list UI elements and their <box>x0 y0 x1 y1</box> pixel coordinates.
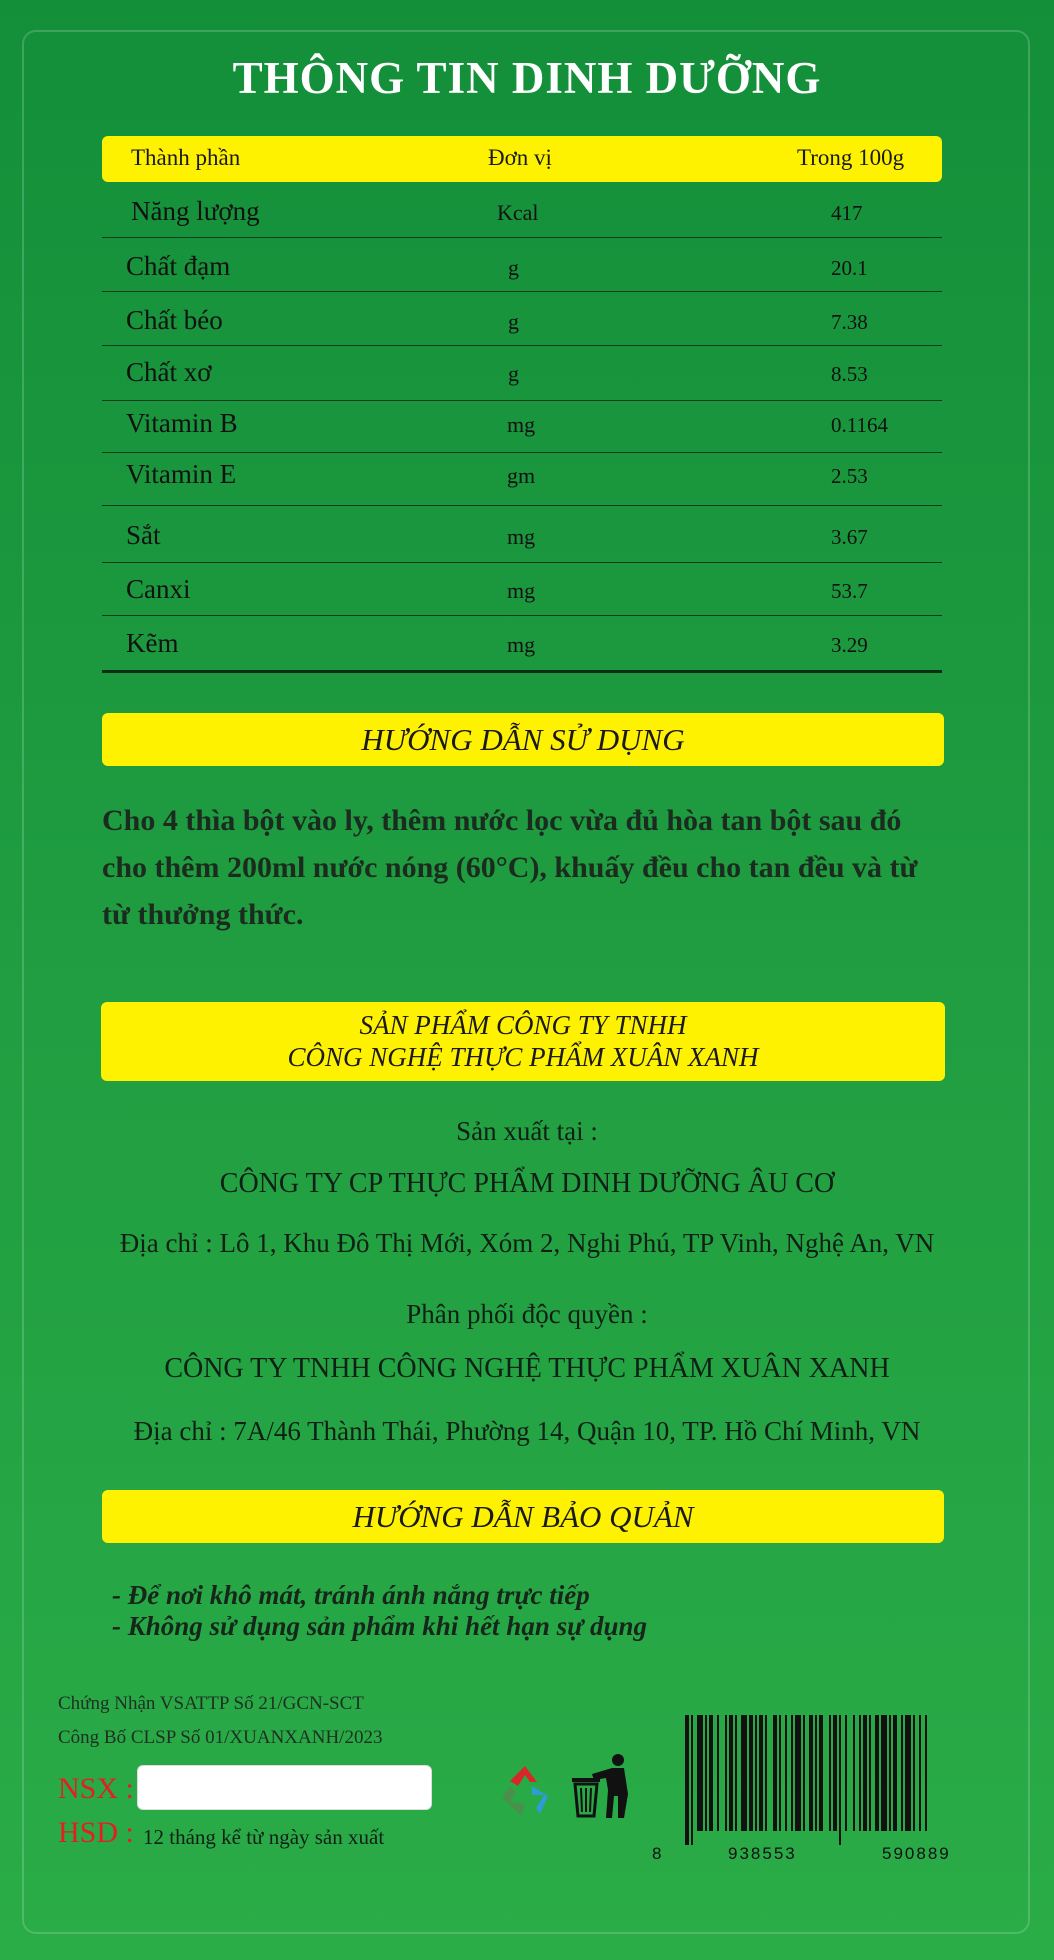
nutrition-row-unit: gm <box>507 463 536 488</box>
barcode-bar <box>773 1715 777 1831</box>
table-row-divider <box>102 505 942 506</box>
barcode-bar <box>691 1715 693 1845</box>
nutrition-row-name: Sắt <box>126 520 161 550</box>
nsx-date-field[interactable] <box>137 1765 432 1810</box>
barcode-bar <box>725 1715 727 1831</box>
distributor-label: Phân phối độc quyền : <box>406 1299 648 1329</box>
table-bottom-rule <box>102 670 942 673</box>
storage-heading: HƯỚNG DẪN BẢO QUẢN <box>352 1499 694 1534</box>
barcode-bar <box>709 1715 713 1831</box>
nutrition-row-unit: Kcal <box>497 200 539 225</box>
nutrition-row-unit: mg <box>507 578 536 603</box>
storage-item: - Không sử dụng sản phẩm khi hết hạn sự dụng <box>112 1611 648 1641</box>
barcode-bar <box>913 1715 915 1831</box>
barcode <box>683 1715 995 1845</box>
barcode-bar <box>741 1715 747 1831</box>
hsd-label: HSD : <box>58 1816 134 1849</box>
barcode-group-2: 590889 <box>882 1844 951 1863</box>
nutrition-row-value: 417 <box>831 201 863 225</box>
nutrition-row-unit: g <box>508 255 519 280</box>
barcode-bar <box>717 1715 719 1831</box>
barcode-bar <box>815 1715 817 1831</box>
page-title: THÔNG TIN DINH DƯỠNG <box>232 53 822 103</box>
nutrition-row-name: Vitamin B <box>126 408 238 438</box>
barcode-bar <box>749 1715 753 1831</box>
usage-heading-bar <box>102 713 944 766</box>
barcode-bar <box>785 1715 787 1831</box>
certification-clsp: Công Bố CLSP Số 01/XUANXANH/2023 <box>58 1727 383 1748</box>
barcode-bar <box>803 1715 805 1831</box>
barcode-bar <box>833 1715 837 1831</box>
barcode-group-1: 938553 <box>728 1844 797 1863</box>
barcode-bar <box>809 1715 813 1831</box>
hsd-value: 12 tháng kể từ ngày sản xuất <box>143 1825 385 1849</box>
barcode-bar <box>875 1715 879 1831</box>
nutrition-row-name: Chất xơ <box>126 357 212 387</box>
nutrition-row-name: Chất đạm <box>126 251 231 281</box>
nutrition-row-unit: g <box>508 361 519 386</box>
barcode-bar <box>839 1715 841 1845</box>
table-row-divider <box>102 291 942 292</box>
barcode-bar <box>863 1715 867 1831</box>
barcode-bar <box>925 1715 927 1831</box>
barcode-bar <box>759 1715 763 1831</box>
table-row-divider <box>102 615 942 616</box>
barcode-bar <box>881 1715 887 1831</box>
company-banner-line2: CÔNG NGHỆ THỰC PHẨM XUÂN XANH <box>287 1042 759 1072</box>
company-banner <box>101 1002 945 1081</box>
header-per-100g: Trong 100g <box>797 145 905 170</box>
barcode-bar <box>755 1715 757 1831</box>
table-row-divider <box>102 400 942 401</box>
nutrition-row-value: 2.53 <box>831 464 868 488</box>
barcode-bar <box>919 1715 921 1831</box>
barcode-bar <box>853 1715 855 1831</box>
barcode-bar <box>869 1715 871 1831</box>
nutrition-row-value: 7.38 <box>831 310 868 334</box>
table-row-divider <box>102 237 942 238</box>
barcode-bar <box>791 1715 793 1831</box>
barcode-first-digit: 8 <box>652 1844 662 1863</box>
nutrition-row-value: 20.1 <box>831 256 868 280</box>
barcode-bar <box>735 1715 737 1831</box>
nutrition-row-value: 53.7 <box>831 579 868 603</box>
table-row-divider <box>102 345 942 346</box>
header-ingredient: Thành phần <box>131 145 241 170</box>
nutrition-row-unit: g <box>508 309 519 334</box>
nsx-label: NSX : <box>58 1772 134 1805</box>
usage-heading: HƯỚNG DẪN SỬ DỤNG <box>361 722 685 757</box>
trash-disposal-icon <box>568 1750 640 1822</box>
manufacturer-label: Sản xuất tại : <box>456 1116 598 1146</box>
barcode-bar <box>889 1715 891 1831</box>
nutrition-row-unit: mg <box>507 632 536 657</box>
barcode-bar <box>697 1715 703 1831</box>
barcode-bar <box>901 1715 903 1831</box>
nutrition-row-name: Vitamin E <box>126 459 237 489</box>
barcode-bar <box>905 1715 911 1831</box>
nutrition-row-value: 3.29 <box>831 633 868 657</box>
nutrition-row-unit: mg <box>507 524 536 549</box>
barcode-bar <box>829 1715 831 1831</box>
barcode-bar <box>859 1715 861 1831</box>
barcode-bar <box>893 1715 897 1831</box>
barcode-bar <box>819 1715 823 1831</box>
barcode-bars <box>683 1715 995 1845</box>
nutrition-row-value: 3.67 <box>831 525 868 549</box>
recycle-icon <box>496 1762 554 1820</box>
nutrition-row-name: Canxi <box>126 574 191 604</box>
nutrition-row-unit: mg <box>507 412 536 437</box>
barcode-bar <box>765 1715 767 1831</box>
barcode-bar <box>685 1715 689 1845</box>
barcode-bar <box>705 1715 707 1831</box>
distributor-name: CÔNG TY TNHH CÔNG NGHỆ THỰC PHẨM XUÂN XANH <box>164 1353 890 1384</box>
barcode-bar <box>779 1715 781 1831</box>
nutrition-row-name: Năng lượng <box>131 196 260 226</box>
usage-instructions: Cho 4 thìa bột vào ly, thêm nước lọc vừa đủ hòa tan bột sau đó cho thêm 200ml nước nóng (60°C), khuấy đều cho tan đều và từ từ thưởng thức. <box>102 804 918 931</box>
nutrition-row-name: Kẽm <box>126 628 179 658</box>
storage-item: - Để nơi khô mát, tránh ánh nắng trực tiếp <box>112 1580 590 1610</box>
nutrition-row-name: Chất béo <box>126 305 223 335</box>
nutrition-row-value: 0.1164 <box>831 413 888 437</box>
barcode-bar <box>729 1715 733 1831</box>
certification-vsattp: Chứng Nhận VSATTP Số 21/GCN-SCT <box>58 1693 364 1714</box>
distributor-address: Địa chỉ : 7A/46 Thành Thái, Phường 14, Quận 10, TP. Hồ Chí Minh, VN <box>133 1416 921 1446</box>
storage-heading-bar <box>102 1490 944 1543</box>
manufacturer-address: Địa chỉ : Lô 1, Khu Đô Thị Mới, Xóm 2, Nghi Phú, TP Vinh, Nghệ An, VN <box>119 1228 935 1258</box>
nutrition-row-value: 8.53 <box>831 362 868 386</box>
company-banner-line1: SẢN PHẨM CÔNG TY TNHH <box>359 1010 687 1040</box>
header-unit: Đơn vị <box>488 145 552 170</box>
table-row-divider <box>102 452 942 453</box>
manufacturer-name: CÔNG TY CP THỰC PHẨM DINH DƯỠNG ÂU CƠ <box>219 1168 835 1199</box>
table-row-divider <box>102 562 942 563</box>
barcode-bar <box>795 1715 801 1831</box>
barcode-bar <box>845 1715 847 1831</box>
